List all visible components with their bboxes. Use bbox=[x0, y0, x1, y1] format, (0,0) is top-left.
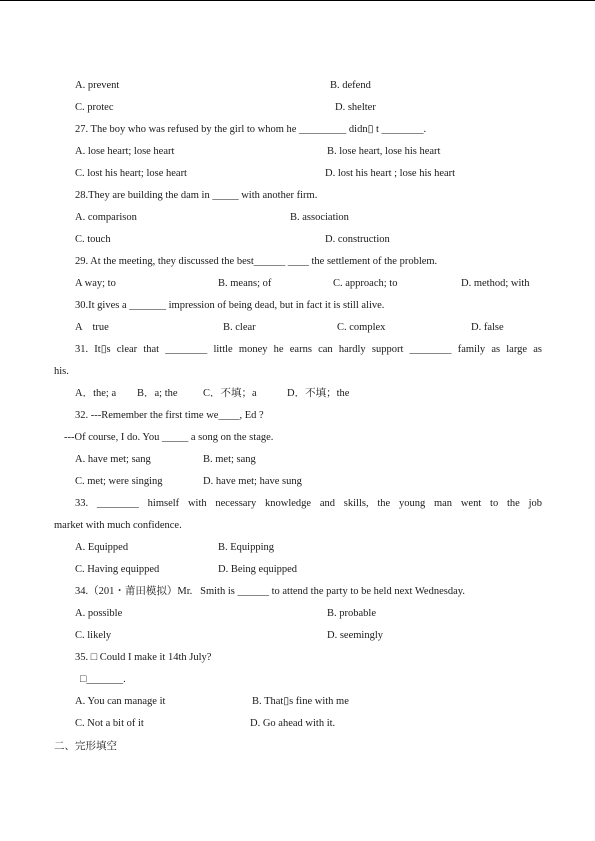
top-rule bbox=[0, 0, 595, 1]
q31-stem: 31. It▯s clear that ________ little money he earns can hardly support ________ family as large as bbox=[75, 344, 542, 355]
q35-option-a: A. You can manage it bbox=[75, 696, 166, 707]
q30-option-a: A true bbox=[75, 322, 109, 333]
q35-option-d: D. Go ahead with it. bbox=[250, 718, 336, 729]
q31-option-b: B．a; the bbox=[137, 388, 178, 399]
q28-option-a: A. comparison bbox=[75, 212, 137, 223]
q30-stem: 30.It gives a _______ impression of being dead, but in fact it is still alive. bbox=[75, 300, 385, 311]
q27-option-a: A. lose heart; lose heart bbox=[75, 146, 175, 157]
q26-option-b: B. defend bbox=[330, 80, 371, 91]
q33-stem: 33. ________ himself with necessary knowledge and skills, the young man went to the job bbox=[75, 498, 542, 509]
q32-response: ---Of course, I do. You _____ a song on the stage. bbox=[64, 432, 274, 443]
q28-option-b: B. association bbox=[290, 212, 349, 223]
q32-stem: 32. ---Remember the first time we____, Ed ? bbox=[75, 410, 264, 421]
q34-option-b: B. probable bbox=[327, 608, 376, 619]
q35-option-c: C. Not a bit of it bbox=[75, 718, 144, 729]
q29-option-a: A way; to bbox=[75, 278, 116, 289]
q28-option-d: D. construction bbox=[325, 234, 390, 245]
q34-option-d: D. seemingly bbox=[327, 630, 383, 641]
q33-stem-continued: market with much confidence. bbox=[54, 520, 182, 531]
q30-option-b: B. clear bbox=[223, 322, 256, 333]
q31-option-a: A．the; a bbox=[75, 388, 117, 399]
q26-option-c: C. protec bbox=[75, 102, 114, 113]
q33-option-d: D. Being equipped bbox=[218, 564, 298, 575]
q31-stem-continued: his. bbox=[54, 366, 69, 377]
q32-option-b: B. met; sang bbox=[203, 454, 256, 465]
q32-option-a: A. have met; sang bbox=[75, 454, 151, 465]
q35-stem: 35. □ Could I make it 14th July? bbox=[75, 652, 212, 663]
q30-option-d: D. false bbox=[471, 322, 504, 333]
q27-option-c: C. lost his heart; lose heart bbox=[75, 168, 187, 179]
q26-option-d: D. shelter bbox=[335, 102, 376, 113]
q32-option-c: C. met; were singing bbox=[75, 476, 163, 487]
q27-option-d: D. lost his heart ; lose his heart bbox=[325, 168, 456, 179]
q29-option-c: C. approach; to bbox=[333, 278, 398, 289]
q35-option-b: B. That▯s fine with me bbox=[252, 696, 349, 707]
q32-option-d: D. have met; have sung bbox=[203, 476, 302, 487]
q29-stem: 29. At the meeting, they discussed the best______ ____ the settlement of the problem. bbox=[75, 256, 438, 267]
q34-option-c: C. likely bbox=[75, 630, 112, 641]
q31-option-c: C．不填；a bbox=[203, 388, 257, 399]
q27-stem: 27. The boy who was refused by the girl to whom he _________ didn▯ t ________. bbox=[75, 124, 427, 135]
q34-stem: 34.（201・莆田模拟）Mr. Smith is ______ to attend the party to be held next Wednesday. bbox=[75, 586, 465, 597]
q34-option-a: A. possible bbox=[75, 608, 123, 619]
q29-option-b: B. means; of bbox=[218, 278, 272, 289]
q29-option-d: D. method; with bbox=[461, 278, 530, 289]
q31-option-d: D．不填；the bbox=[287, 388, 350, 399]
section-heading: 二、完形填空 bbox=[54, 740, 117, 752]
q27-option-b: B. lose heart, lose his heart bbox=[327, 146, 441, 157]
q28-stem: 28.They are building the dam in _____ with another firm. bbox=[75, 190, 318, 201]
q33-option-c: C. Having equipped bbox=[75, 564, 160, 575]
q28-option-c: C. touch bbox=[75, 234, 111, 245]
q26-option-a: A. prevent bbox=[75, 80, 120, 91]
q35-response: □_______. bbox=[80, 674, 126, 685]
q33-option-a: A. Equipped bbox=[75, 542, 129, 553]
q33-option-b: B. Equipping bbox=[218, 542, 275, 553]
q30-option-c: C. complex bbox=[337, 322, 386, 333]
